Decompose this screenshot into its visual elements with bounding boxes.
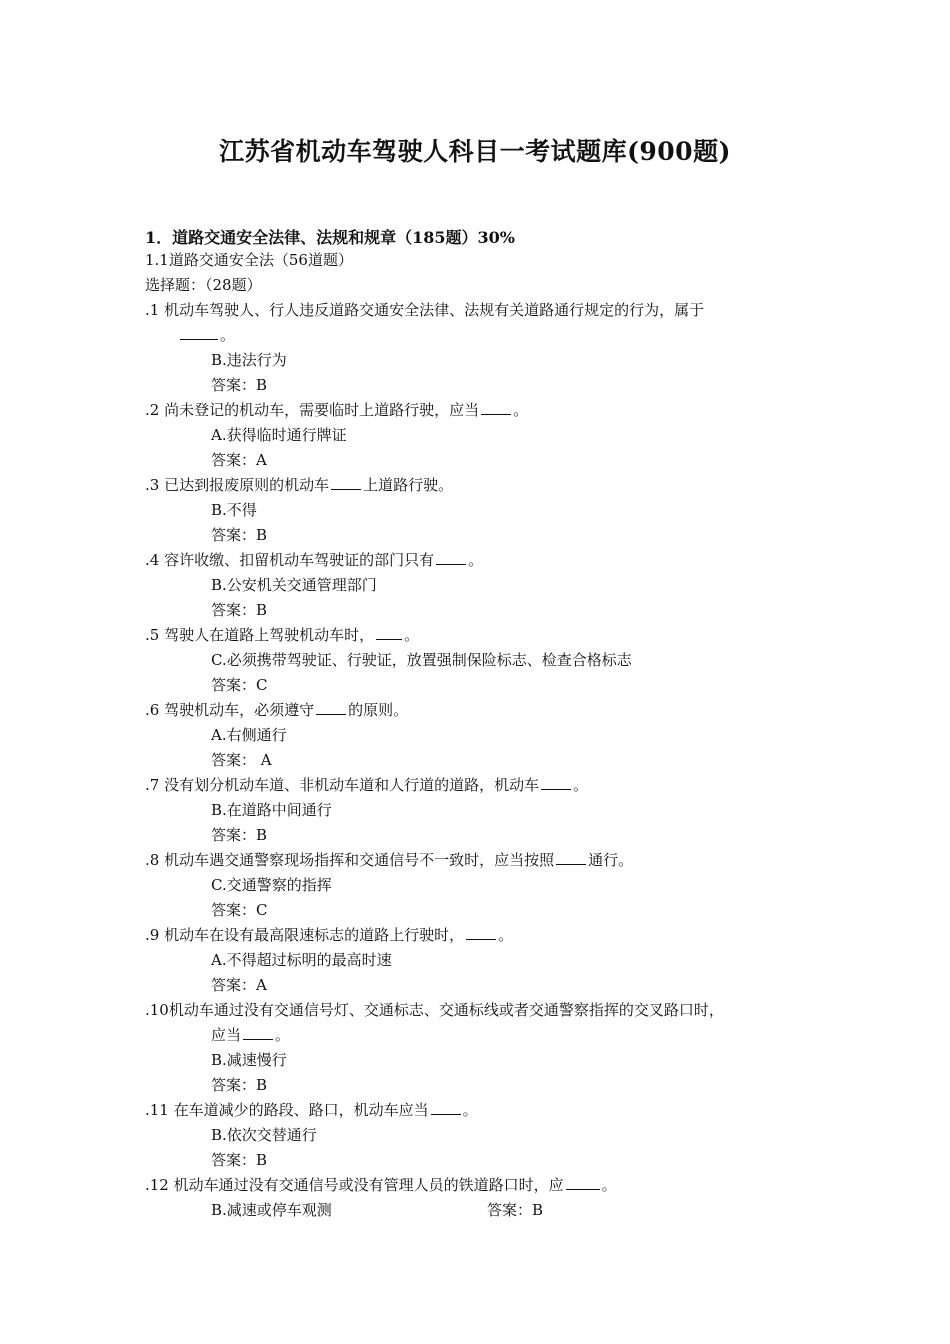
question-number: .8 — [145, 851, 160, 869]
question-number: .4 — [145, 551, 160, 569]
question-text: 驾驶机动车，必须遵守 — [164, 701, 315, 719]
question-answer: 答案：B — [211, 1151, 268, 1169]
subsection-heading: 1.1道路交通安全法（56道题） — [145, 251, 353, 269]
question-text: 机动车通过没有交通信号或没有管理人员的铁道路口时，应 — [173, 1176, 564, 1194]
question-option: B.违法行为 — [211, 351, 287, 369]
question-number: .5 — [145, 626, 160, 644]
question-number: .1 — [145, 301, 160, 319]
question-number: .7 — [145, 776, 160, 794]
question-answer: 答案：B — [211, 376, 268, 394]
question-2 — [145, 400, 528, 420]
question-text: 尚未登记的机动车，需要临时上道路行驶，应当 — [164, 401, 480, 419]
answer-blank — [466, 925, 496, 940]
question-option: A.获得临时通行牌证 — [211, 426, 347, 444]
question-text-end: 。 — [498, 926, 514, 944]
answer-blank — [331, 475, 361, 490]
question-8 — [145, 850, 633, 870]
answer-blank — [431, 1100, 461, 1115]
question-answer: 答案：B — [211, 601, 268, 619]
question-text-end: 。 — [468, 551, 484, 569]
question-number: .12 — [145, 1176, 169, 1194]
question-text: 在车道减少的路段、路口，机动车应当 — [173, 1101, 429, 1119]
question-text-end: 上道路行驶。 — [363, 476, 454, 494]
question-11 — [145, 1100, 478, 1120]
question-12 — [145, 1175, 617, 1195]
question-number: .10 — [145, 1001, 169, 1019]
answer-blank — [180, 325, 218, 340]
question-answer: 答案： A — [211, 751, 272, 769]
question-type-label: 选择题：（28题） — [145, 276, 262, 294]
question-answer: 答案：A — [211, 451, 267, 469]
question-10-cont — [211, 1025, 290, 1045]
question-answer: 答案：B — [211, 526, 268, 544]
question-number: .9 — [145, 926, 160, 944]
question-text-end: 通行。 — [588, 851, 634, 869]
question-text-cont: 应当 — [211, 1026, 242, 1044]
question-text: 机动车驾驶人、行人违反道路交通安全法律、法规有关道路通行规定的行为，属于 — [164, 301, 705, 319]
question-text: 没有划分机动车道、非机动车道和人行道的道路，机动车 — [164, 776, 540, 794]
question-number: .3 — [145, 476, 160, 494]
question-text-end: 。 — [275, 1026, 291, 1044]
question-4 — [145, 550, 483, 570]
question-6 — [145, 700, 408, 720]
question-text-end: 。 — [404, 626, 420, 644]
question-3 — [145, 475, 453, 495]
question-answer: 答案：A — [211, 976, 267, 994]
question-answer: 答案：B — [211, 826, 268, 844]
question-text-end: 的原则。 — [348, 701, 409, 719]
question-answer: 答案：B — [487, 1201, 544, 1219]
question-text-end: 。 — [462, 1101, 478, 1119]
question-text-end: 。 — [220, 326, 236, 344]
question-text: 机动车在设有最高限速标志的道路上行驶时， — [164, 926, 465, 944]
question-1-cont — [178, 325, 235, 345]
question-10 — [145, 1000, 724, 1020]
question-7 — [145, 775, 588, 795]
question-text-end: 。 — [601, 1176, 617, 1194]
question-option: B.在道路中间通行 — [211, 801, 332, 819]
question-option: B.依次交替通行 — [211, 1126, 317, 1144]
answer-blank — [243, 1025, 273, 1040]
question-text: 机动车通过没有交通信号灯、交通标志、交通标线或者交通警察指挥的交叉路口时， — [168, 1001, 724, 1019]
answer-blank — [316, 700, 346, 715]
question-answer: 答案：C — [211, 901, 268, 919]
answer-blank — [541, 775, 571, 790]
question-text-end: 。 — [513, 401, 529, 419]
document-title: 江苏省机动车驾驶人科目一考试题库(900题) — [219, 137, 731, 166]
question-option: B.不得 — [211, 501, 257, 519]
answer-blank — [556, 850, 586, 865]
answer-blank — [376, 625, 402, 640]
question-text: 驾驶人在道路上驾驶机动车时， — [164, 626, 375, 644]
answer-blank — [566, 1175, 600, 1190]
question-answer: 答案：B — [211, 1076, 268, 1094]
question-number: .2 — [145, 401, 160, 419]
answer-blank — [481, 400, 511, 415]
question-number: .6 — [145, 701, 160, 719]
question-1 — [145, 300, 704, 320]
question-option: C.交通警察的指挥 — [211, 876, 332, 894]
question-text: 容许收缴、扣留机动车驾驶证的部门只有 — [164, 551, 435, 569]
question-option: C.必须携带驾驶证、行驶证，放置强制保险标志、检查合格标志 — [211, 651, 632, 669]
question-text-end: 。 — [573, 776, 589, 794]
question-text: 机动车遇交通警察现场指挥和交通信号不一致时，应当按照 — [164, 851, 555, 869]
question-option: B.公安机关交通管理部门 — [211, 576, 377, 594]
question-option: B.减速或停车观测 — [211, 1201, 332, 1219]
question-text: 已达到报废原则的机动车 — [164, 476, 330, 494]
question-5 — [145, 625, 419, 645]
question-option: B.减速慢行 — [211, 1051, 287, 1069]
question-option: A.右侧通行 — [211, 726, 287, 744]
question-option: A.不得超过标明的最高时速 — [211, 951, 392, 969]
section-heading: 1．道路交通安全法律、法规和规章（185题）30% — [145, 228, 516, 247]
question-number: .11 — [145, 1101, 169, 1119]
question-answer: 答案：C — [211, 676, 268, 694]
question-9 — [145, 925, 513, 945]
answer-blank — [436, 550, 466, 565]
